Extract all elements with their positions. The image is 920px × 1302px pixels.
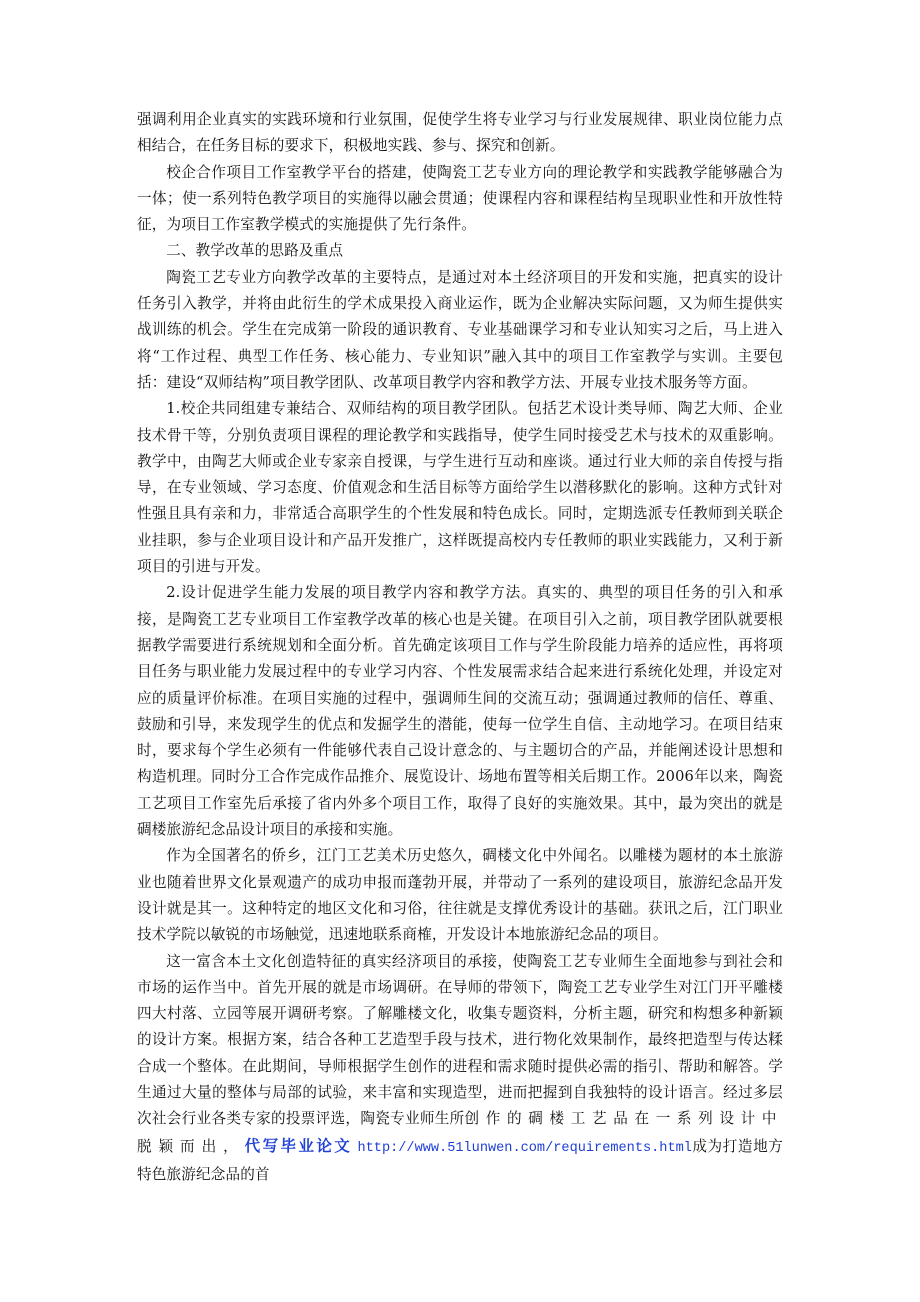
paragraph-hometown: 作为全国著名的侨乡，江门工艺美术历史悠久，碉楼文化中外闻名。以雕楼为题材的本土旅游业也随着世界文化景观遗产的成功申报而蓬勃开展，并带动了一系列的建设项目，旅游纪念品开发设计就是其一。这种特定的地区文化和习俗，往往就是支撑优秀设计的基础。获讯之后，江门职业技术学院以敏锐的市场触觉，迅速地联系商榷，开发设计本地旅游纪念品的项目。 [137,847,783,944]
promo-link-text[interactable]: 代写毕业论文 [244,1136,353,1155]
paragraph-project-main: 这一富含本土文化创造特征的真实经济项目的承接，使陶瓷工艺专业师生全面地参与到社会和市场的运作当中。首先开展的就是市场调研。在导师的带领下，陶瓷工艺专业学生对江门开平雕楼四大村落、立园等展开调研考察。了解雕楼文化，收集专题资料，分析主题，研究和构想多种新颖的设计方案。根据方案，结合各种工艺造型手段与技术，进行物化效果制作，最终把造型与传达糅合成一个整体。在此期间，导师根据学生创作的进程和需求随时提供必需的指引、帮助和解答。学生通过大量的整体与局部的试验，来丰富和实现造型，进而把握到自我独特的设计语言。经过多层次社会行业各类专家的投票评选，陶瓷专业师生所 [137,952,783,1128]
paragraph-platform: 校企合作项目工作室教学平台的搭建，使陶瓷工艺专业方向的理论教学和实践教学能够融合为一体；使一系列特色教学项目的实施得以融会贯通；使课程内容和课程结构呈现职业性和开放性特征，为项目工作室教学模式的实施提供了先行条件。 [137,163,783,234]
paragraph-item-2: 2.设计促进学生能力发展的项目教学内容和教学方法。真实的、典型的项目任务的引入和承接，是陶瓷工艺专业项目工作室教学改革的核心也是关键。在项目引入之前，项目教学团队就要根据教学需要进行系统规划和全面分析。首先确定该项目工作与学生阶段能力培养的适应性，再将项目任务与职业能力发展过程中的专业学习内容、个性发展需求结合起来进行系统化处理，并设定对应的质量评价标准。在项目实施的过程中，强调师生间的交流互动；强调通过教师的信任、尊重、鼓励和引导，来发现学生的优点和发掘学生的潜能，使每一位学生自信、主动地学习。在项目结束时，要求每个学生必须有一件能够代表自己设计意念的、与主题切合的产品，并能阐述设计思想和构造机理。同时分工合作完成作品推介、展览设计、场地布置等相关后期工作。2006年以来，陶瓷工艺项目工作室先后承接了省内外多个项目工作，取得了良好的实施效果。其中，最为突出的就是碉楼旅游纪念品设计项目的承接和实施。 [137,584,783,839]
document-body [137,107,783,1188]
promo-link-url[interactable]: http://www.51lunwen.com/requirements.html [357,1140,692,1156]
paragraph-project [137,949,783,1189]
paragraph-project-spaced: 创作的碉楼工艺品在一系列设计中脱颖而出， [137,1110,783,1155]
paragraph-item-1: 1.校企共同组建专兼结合、双师结构的项目教学团队。包括艺术设计类导师、陶艺大师、企业技术骨干等，分别负责项目课程的理论教学和实践指导，使学生同时接受艺术与技术的双重影响。教学中，由陶艺大师或企业专家亲自授课，与学生进行互动和座谈。通过行业大师的亲自传授与指导，在专业领域、学习态度、价值观念和生活目标等方面给学生以潜移默化的影响。这种方式针对性强且具有亲和力，非常适合高职学生的个性发展和特色成长。同时，定期选派专任教师到关联企业挂职，参与企业项目设计和产品开发推广，这样既提高校内专任教师的职业实践能力，又利于新项目的引进与开发。 [137,400,783,576]
paragraph-continuation: 强调利用企业真实的实践环境和行业氛围，促使学生将专业学习与行业发展规律、职业岗位能力点相结合，在任务目标的要求下，积极地实践、参与、探究和创新。 [137,111,783,155]
paragraph-features: 陶瓷工艺专业方向教学改革的主要特点，是通过对本土经济项目的开发和实施，把真实的设计任务引入教学，并将由此衍生的学术成果投入商业运作，既为企业解决实际问题，又为师生提供实战训练的机会。学生在完成第一阶段的通识教育、专业基础课学习和专业认知实习之后，马上进入将“工作过程、典型工作任务、核心能力、专业知识”融入其中的项目工作室教学与实训。主要包括：建设“双师结构”项目教学团队、改革项目教学内容和教学方法、开展专业技术服务等方面。 [137,268,783,391]
paragraph-project-tail: 成为打造地方特色旅游纪念品的首 [137,1137,783,1183]
section-heading: 二、教学改革的思路及重点 [166,242,344,260]
